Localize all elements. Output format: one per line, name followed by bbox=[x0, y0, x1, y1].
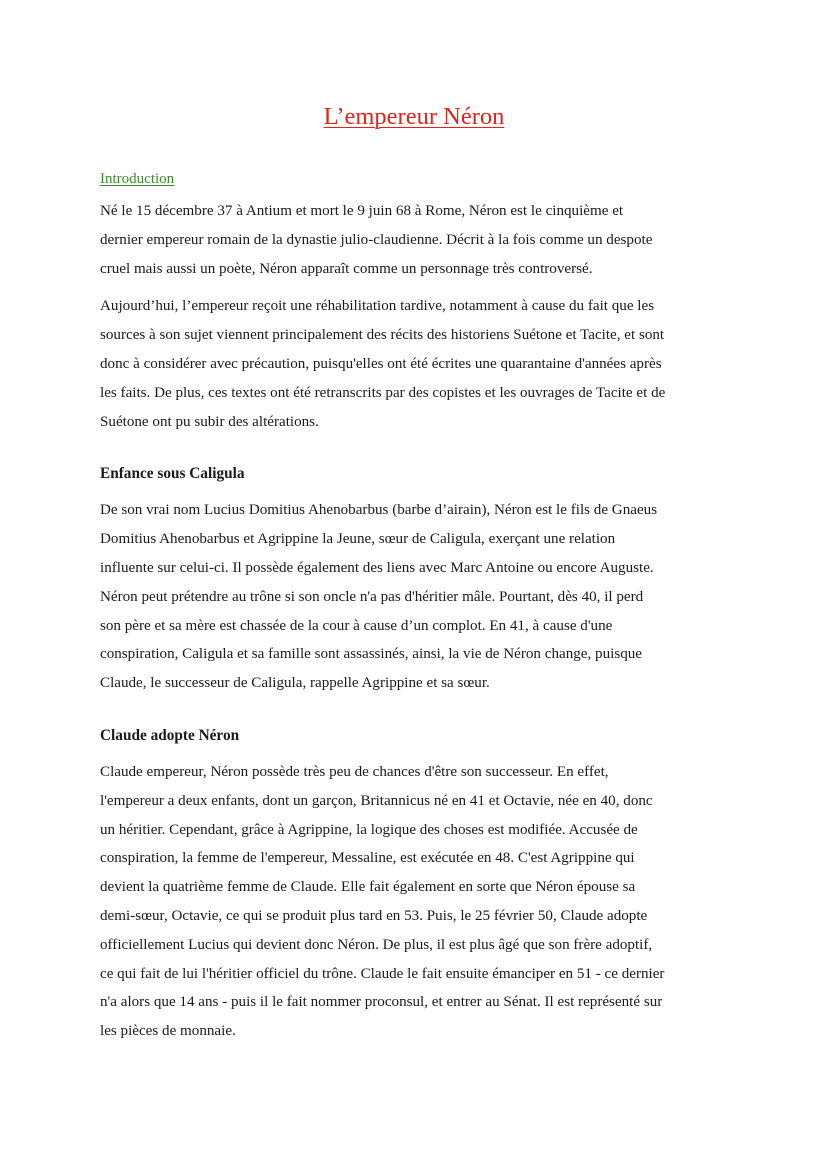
text-line: cruel mais aussi un poète, Néron apparaît comme un personnage très controversé. bbox=[100, 260, 593, 277]
intro-paragraph-1 bbox=[100, 197, 728, 283]
text-line: Néron peut prétendre au trône si son oncle n'a pas d'héritier mâle. Pourtant, dès 40, il perd bbox=[100, 588, 644, 605]
introduction-label: Introduction bbox=[100, 171, 175, 187]
section-heading-claude: Claude adopte Néron bbox=[100, 726, 240, 744]
text-line: De son vrai nom Lucius Domitius Ahenobarbus (barbe d’airain), Néron est le fils de Gnaeus bbox=[100, 502, 658, 519]
text-line: Claude, le successeur de Caligula, rappelle Agrippine et sa sœur. bbox=[100, 675, 490, 692]
text-line: officiellement Lucius qui devient donc Néron. De plus, il est plus âgé que son frère adoptif, bbox=[100, 936, 653, 953]
text-line: sources à son sujet viennent principalement des récits des historiens Suétone et Tacite, et sont bbox=[100, 327, 665, 344]
text-line: Claude empereur, Néron possède très peu de chances d'être son successeur. En effet, bbox=[100, 763, 609, 780]
text-line: un héritier. Cependant, grâce à Agrippine, la logique des choses est modifiée. Accusée de bbox=[100, 821, 638, 838]
document-page bbox=[100, 97, 728, 1055]
text-line: devient la quatrième femme de Claude. Elle fait également en sorte que Néron épouse sa bbox=[100, 879, 636, 896]
text-line: Né le 15 décembre 37 à Antium et mort le 9 juin 68 à Rome, Néron est le cinquième et bbox=[100, 203, 624, 219]
text-line: ce qui fait de lui l'héritier officiel du trône. Claude le fait ensuite émanciper en 51 - ce dernier bbox=[100, 965, 665, 982]
text-line: conspiration, la femme de l'empereur, Messaline, est exécutée en 48. C'est Agrippine qui bbox=[100, 850, 635, 867]
text-line: son père et sa mère est chassée de la cour à cause d’un complot. En 41, à cause d'une bbox=[100, 617, 613, 634]
document-title: L’empereur Néron bbox=[323, 103, 505, 130]
text-line: dernier empereur romain de la dynastie julio-claudienne. Décrit à la fois comme un despote bbox=[100, 231, 653, 248]
text-line: conspiration, Caligula et sa famille sont assassinés, ainsi, la vie de Néron change, puisque bbox=[100, 646, 642, 663]
text-line: n'a alors que 14 ans - puis il le fait nommer proconsul, et entrer au Sénat. Il est représenté sur bbox=[100, 994, 663, 1011]
text-line: l'empereur a deux enfants, dont un garçon, Britannicus né en 41 et Octavie, née en 40, donc bbox=[100, 792, 653, 809]
section-paragraph-enfance bbox=[100, 496, 728, 698]
section-paragraph-claude bbox=[100, 758, 728, 1046]
text-line: Aujourd’hui, l’empereur reçoit une réhabilitation tardive, notamment à cause du fait que les bbox=[100, 298, 655, 315]
text-line: donc à considérer avec précaution, puisqu'elles ont été écrites une quarantaine d'années après bbox=[100, 355, 662, 372]
text-line: demi-sœur, Octavie, ce qui se produit plus tard en 53. Puis, le 25 février 50, Claude adopte bbox=[100, 907, 648, 924]
text-line: influente sur celui-ci. Il possède également des liens avec Marc Antoine ou encore Auguste. bbox=[100, 559, 654, 576]
text-line: Domitius Ahenobarbus et Agrippine la Jeune, sœur de Caligula, exerçant une relation bbox=[100, 531, 616, 548]
intro-paragraph-2 bbox=[100, 292, 728, 436]
text-line: Suétone ont pu subir des altérations. bbox=[100, 413, 319, 430]
section-heading-enfance: Enfance sous Caligula bbox=[100, 465, 245, 483]
text-line: les pièces de monnaie. bbox=[100, 1023, 236, 1040]
text-line: les faits. De plus, ces textes ont été retranscrits par des copistes et les ouvrages de Tacite et de bbox=[100, 384, 666, 401]
